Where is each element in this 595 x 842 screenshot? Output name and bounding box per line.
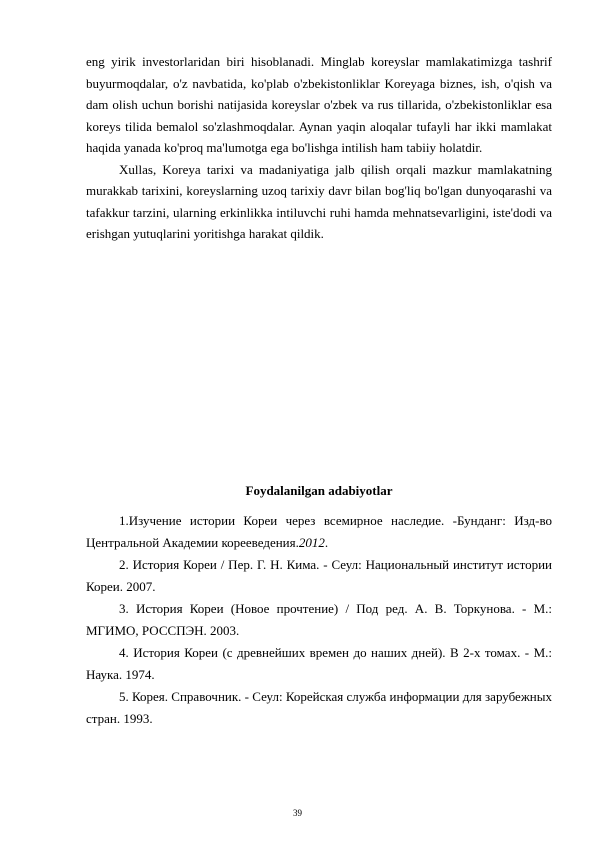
body-text-block: [86, 51, 552, 245]
body-paragraph: eng yirik investorlaridan biri hisoblanadi. Minglab koreyslar mamlakatimizga tashrif buyurmoqdalar, o'z navbatida, ko'plab o'zbekistonliklar Koreyaga biznes, ish, o'qish va dam olish uchun borishi natijasida koreyslar o'zbek va rus tillarida, o'zbekistonliklar esa koreys tilida bemalol so'zlashmoqdalar. Aynan yaqin aloqalar tufayli har ikki mamlakat haqida yanada ko'proq ma'lumotga ega bo'lishga intilish ham tabiiy holatdir.: [86, 54, 552, 155]
reference-item: 3. История Кореи (Новое прочтение) / Под ред. А. В. Торкунова. - М.: МГИМО, РОССПЭН. 2003.: [86, 601, 552, 638]
reference-year: 2012: [298, 534, 325, 550]
reference-item: 2. История Кореи / Пер. Г. Н. Кима. - Сеул: Национальный институт истории Кореи. 2007.: [86, 557, 552, 594]
page-number: 39: [293, 808, 302, 818]
conclusion-paragraph: Xullas, Koreya tarixi va madaniyatiga jalb qilish orqali mazkur mamlakatning murakkab tarixini, koreyslarning uzoq tarixiy davr bilan bog'liq bo'lgan dunyoqarashi va tafakkur tarzini, ularning erkinlikka intiluvchi ruhi hamda mehnatsevarligini, iste'dodi va erishgan yutuqlarini yoritishga harakat qildik.: [86, 161, 552, 241]
references-heading: Foydalanilgan adabiyotlar: [245, 483, 393, 498]
reference-tail: .: [324, 534, 329, 550]
references-list: [86, 510, 552, 730]
reference-item: 4. История Кореи (с древнейших времен до наших дней). В 2-х томах. - М.: Наука. 1974.: [86, 645, 552, 682]
reference-text: 1.Изучение истории Кореи через всемирное наследие. -Бунданг: Изд-во Центральной Академии корееведения.: [86, 513, 552, 550]
reference-item: 5. Корея. Справочник. - Сеул: Корейская служба информации для зарубежных стран. 1993.: [86, 689, 552, 726]
reference-item: [86, 510, 552, 553]
